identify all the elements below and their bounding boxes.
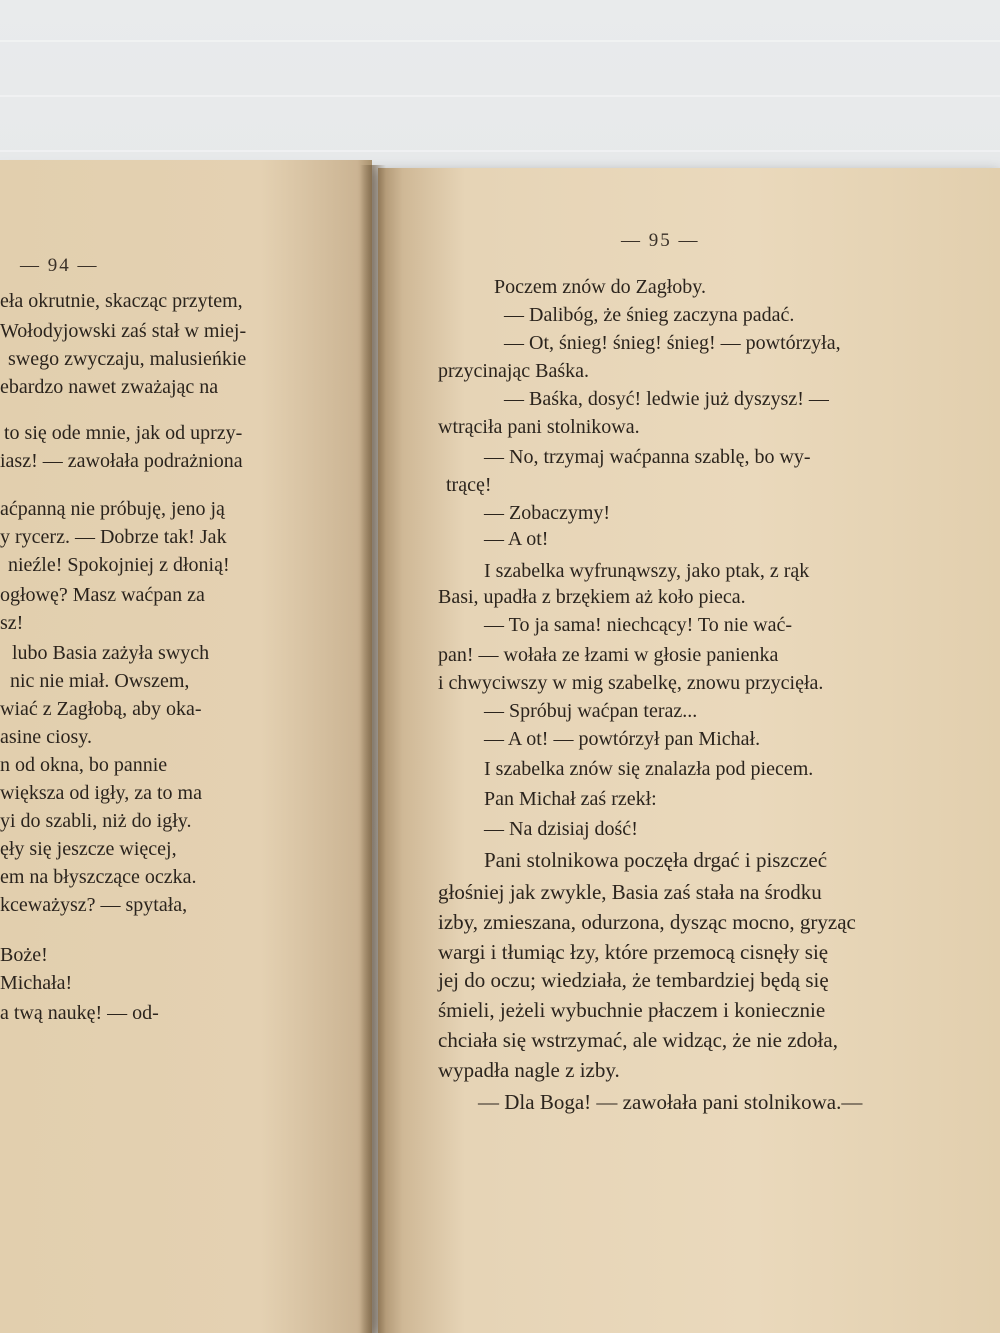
right-text-line: — To ja sama! niechcący! To nie wać- — [484, 614, 792, 636]
right-page-number: — 95 — — [621, 230, 700, 251]
left-text-line: Boże! — [0, 944, 48, 966]
right-text-line: I szabelka znów się znalazła pod piecem. — [484, 758, 814, 780]
left-text-line: em na błyszczące oczka. — [0, 866, 197, 888]
right-text-line: — Dla Boga! — zawołała pani stolnikowa.— — [478, 1090, 863, 1114]
right-page — [378, 168, 1000, 1333]
right-text-line: śmieli, jeżeli wybuchnie płaczem i koniecznie — [438, 998, 826, 1022]
left-text-line: a twą naukę! — od- — [0, 1002, 159, 1024]
left-text-line: ebardzo nawet zważając na — [0, 376, 219, 398]
right-text-line: — A ot! — powtórzył pan Michał. — [484, 728, 761, 750]
left-text-line: iasz! — zawołała podrażniona — [0, 450, 243, 472]
right-text-line: i chwyciwszy w mig szabelkę, znowu przycięła. — [438, 672, 824, 694]
right-text-line: przycinając Baśka. — [438, 360, 590, 382]
right-text-line: chciała się wstrzymać, ale widząc, że nie zdoła, — [438, 1028, 838, 1052]
right-text-line: wypadła nagle z izby. — [438, 1058, 620, 1082]
left-text-line: Michała! — [0, 972, 73, 994]
left-text-line: to się ode mnie, jak od uprzy- — [4, 422, 243, 444]
left-text-line: sz! — [0, 612, 24, 634]
right-text-line: — Zobaczymy! — [484, 502, 611, 524]
table-plank-line — [0, 95, 1000, 97]
right-text-line: Pani stolnikowa poczęła drgać i piszczeć — [484, 848, 828, 872]
left-page-number: — 94 — — [20, 255, 99, 276]
left-text-line: lubo Basia zażyła swych — [12, 642, 210, 664]
left-text-line: większa od igły, za to ma — [0, 782, 202, 804]
right-text-line: pan! — wołała ze łzami w głosie panienka — [438, 644, 779, 666]
left-text-line: kceważysz? — spytała, — [0, 894, 188, 916]
left-text-line: ęły się jeszcze więcej, — [0, 838, 177, 860]
left-text-line: yi do szabli, niż do igły. — [0, 810, 192, 832]
book-gutter — [360, 165, 386, 1333]
right-text-line: — Dalibóg, że śnieg zaczyna padać. — [504, 304, 795, 326]
right-text-line: — No, trzymaj waćpanna szablę, bo wy- — [484, 446, 811, 468]
left-text-line: n od okna, bo pannie — [0, 754, 168, 776]
right-text-line: wtrąciła pani stolnikowa. — [438, 416, 640, 438]
table-plank-line — [0, 150, 1000, 152]
right-text-line: izby, zmieszana, odurzona, dysząc mocno, gryząc — [438, 910, 856, 934]
right-text-line: Basi, upadła z brzękiem aż koło pieca. — [438, 586, 746, 608]
right-text-line: — Na dzisiaj dość! — [484, 818, 638, 840]
left-text-line: eła okrutnie, skacząc przytem, — [0, 290, 243, 312]
right-text-line: jej do oczu; wiedziała, że tembardziej będą się — [438, 968, 829, 992]
left-text-line: nic nie miał. Owszem, — [10, 670, 190, 692]
table-plank-line — [0, 40, 1000, 42]
right-text-line: wargi i tłumiąc łzy, które przemocą cisnęły się — [438, 940, 829, 964]
left-text-line: asine ciosy. — [0, 726, 93, 748]
left-text-line: ogłowę? Masz waćpan za — [0, 584, 205, 606]
right-text-line: — A ot! — [484, 528, 549, 550]
left-page — [0, 160, 372, 1333]
right-text-line: — Ot, śnieg! śnieg! śnieg! — powtórzyła, — [504, 332, 841, 354]
left-text-line: Wołodyjowski zaś stał w miej- — [0, 320, 247, 342]
right-text-line: trącę! — [446, 474, 492, 496]
right-text-line: — Spróbuj waćpan teraz... — [484, 700, 698, 722]
right-text-line: Pan Michał zaś rzekł: — [484, 788, 657, 810]
right-text-line: głośniej jak zwykle, Basia zaś stała na środku — [438, 880, 822, 904]
left-text-line: nieźle! Spokojniej z dłonią! — [8, 554, 230, 576]
right-text-line: — Baśka, dosyć! ledwie już dyszysz! — — [504, 388, 829, 410]
left-text-line: swego zwyczaju, malusieńkie — [8, 348, 247, 370]
left-text-line: wiać z Zagłobą, aby oka- — [0, 698, 202, 720]
left-text-line: y rycerz. — Dobrze tak! Jak — [0, 526, 227, 548]
right-text-line: I szabelka wyfrunąwszy, jako ptak, z rąk — [484, 560, 810, 582]
left-text-line: aćpanną nie próbuję, jeno ją — [0, 498, 225, 520]
right-text-line: Poczem znów do Zagłoby. — [494, 276, 706, 298]
